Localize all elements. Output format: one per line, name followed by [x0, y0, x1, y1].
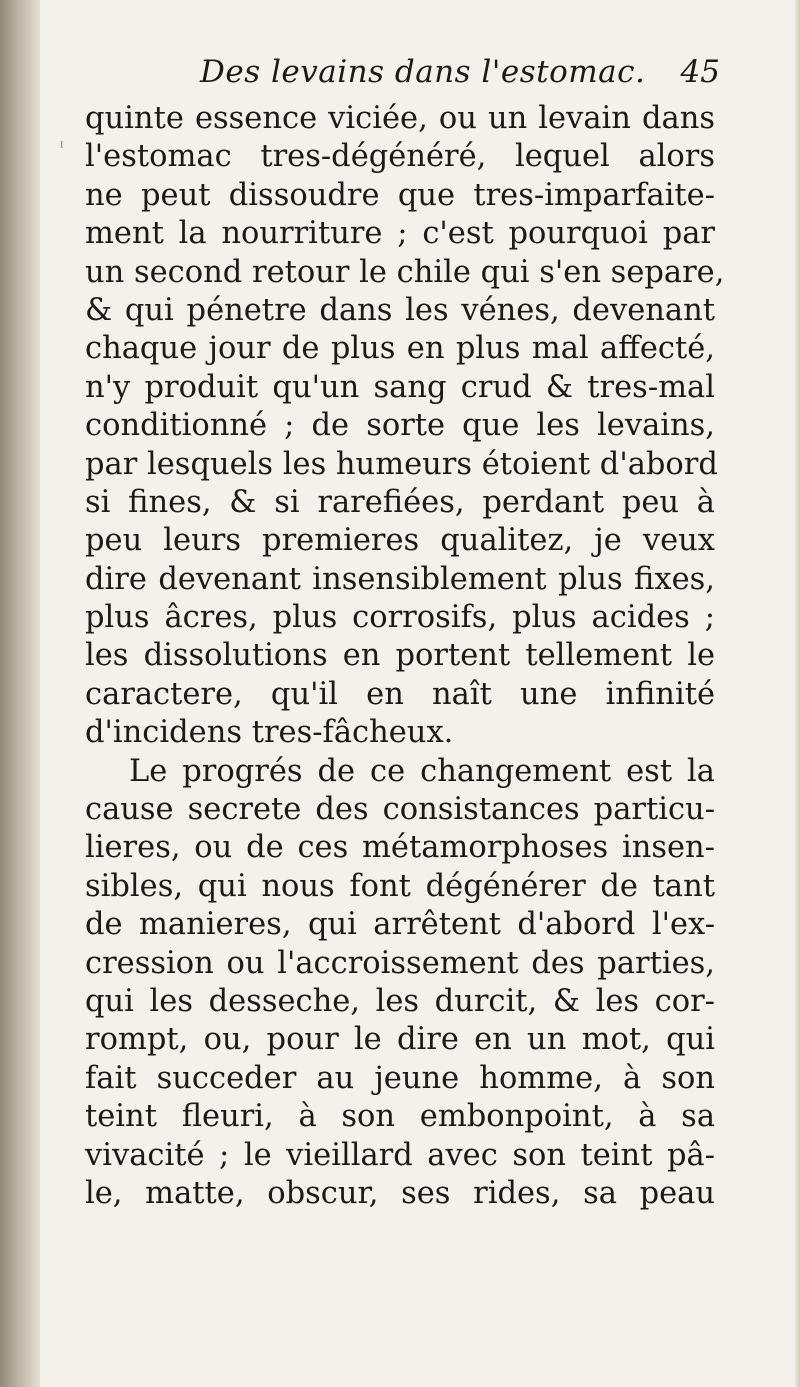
text-line: rompt, ou, pour le dire en un mot, qui: [85, 1022, 715, 1058]
text-line: le, matte, obscur, ses rides, sa peau: [85, 1175, 715, 1211]
text-line: dire devenant insensiblement plus fixes,: [85, 561, 715, 597]
text-line: ne peut dissoudre que tres-imparfaite-: [85, 177, 715, 213]
text-line: caractere, qu'il en naît une infinité: [85, 676, 715, 712]
text-line: & qui pénetre dans les vénes, devenant: [85, 292, 715, 328]
text-line: les dissolutions en portent tellement le: [85, 638, 715, 674]
book-binding-gutter: [0, 0, 42, 1387]
text-line: lieres, ou de ces métamorphoses insen-: [85, 830, 715, 866]
text-line: conditionné ; de sorte que les levains,: [85, 408, 715, 444]
text-line: si fines, & si rarefiées, perdant peu à: [85, 484, 715, 520]
text-line: cause secrete des consistances particu-: [85, 792, 715, 828]
text-line: cression ou l'accroissement des parties,: [85, 945, 715, 981]
text-line: un second retour le chile qui s'en separe,: [85, 254, 725, 290]
page-number: 45: [680, 54, 720, 90]
text-line: vivacité ; le vieillard avec son teint pâ-: [85, 1137, 715, 1173]
text-line: l'estomac tres-dégénéré, lequel alors: [85, 139, 715, 175]
text-line: n'y produit qu'un sang crud & tres-mal: [85, 369, 715, 405]
paragraph-last-line: d'incidens tres-fâcheux.: [85, 715, 454, 751]
text-line: de manieres, qui arrêtent d'abord l'ex-: [85, 907, 715, 943]
text-line: quinte essence viciée, ou un levain dans: [85, 101, 715, 136]
page-header: [200, 54, 720, 98]
text-line: sibles, qui nous font dégénérer de tant: [85, 868, 715, 904]
text-line: par lesquels les humeurs étoient d'abord: [85, 446, 718, 482]
page-edge-shadow: [794, 0, 800, 1387]
text-line: ment la nourriture ; c'est pourquoi par: [85, 216, 715, 252]
text-line: plus âcres, plus corrosifs, plus acides ;: [85, 600, 715, 636]
text-line: peu leurs premieres qualitez, je veux: [85, 523, 715, 559]
running-title: Des levains dans l'estomac.: [200, 54, 646, 90]
text-line: fait succeder au jeune homme, à son: [85, 1060, 715, 1096]
text-line: qui les desseche, les durcit, & les cor-: [85, 983, 715, 1019]
paragraph-first-line: Le progrés de ce changement est la: [129, 753, 715, 789]
body-text: [85, 100, 725, 1213]
text-line: teint fleuri, à son embonpoint, à sa: [85, 1099, 715, 1135]
margin-mark: ᴵ: [60, 140, 64, 156]
text-line: chaque jour de plus en plus mal affecté,: [85, 331, 715, 367]
